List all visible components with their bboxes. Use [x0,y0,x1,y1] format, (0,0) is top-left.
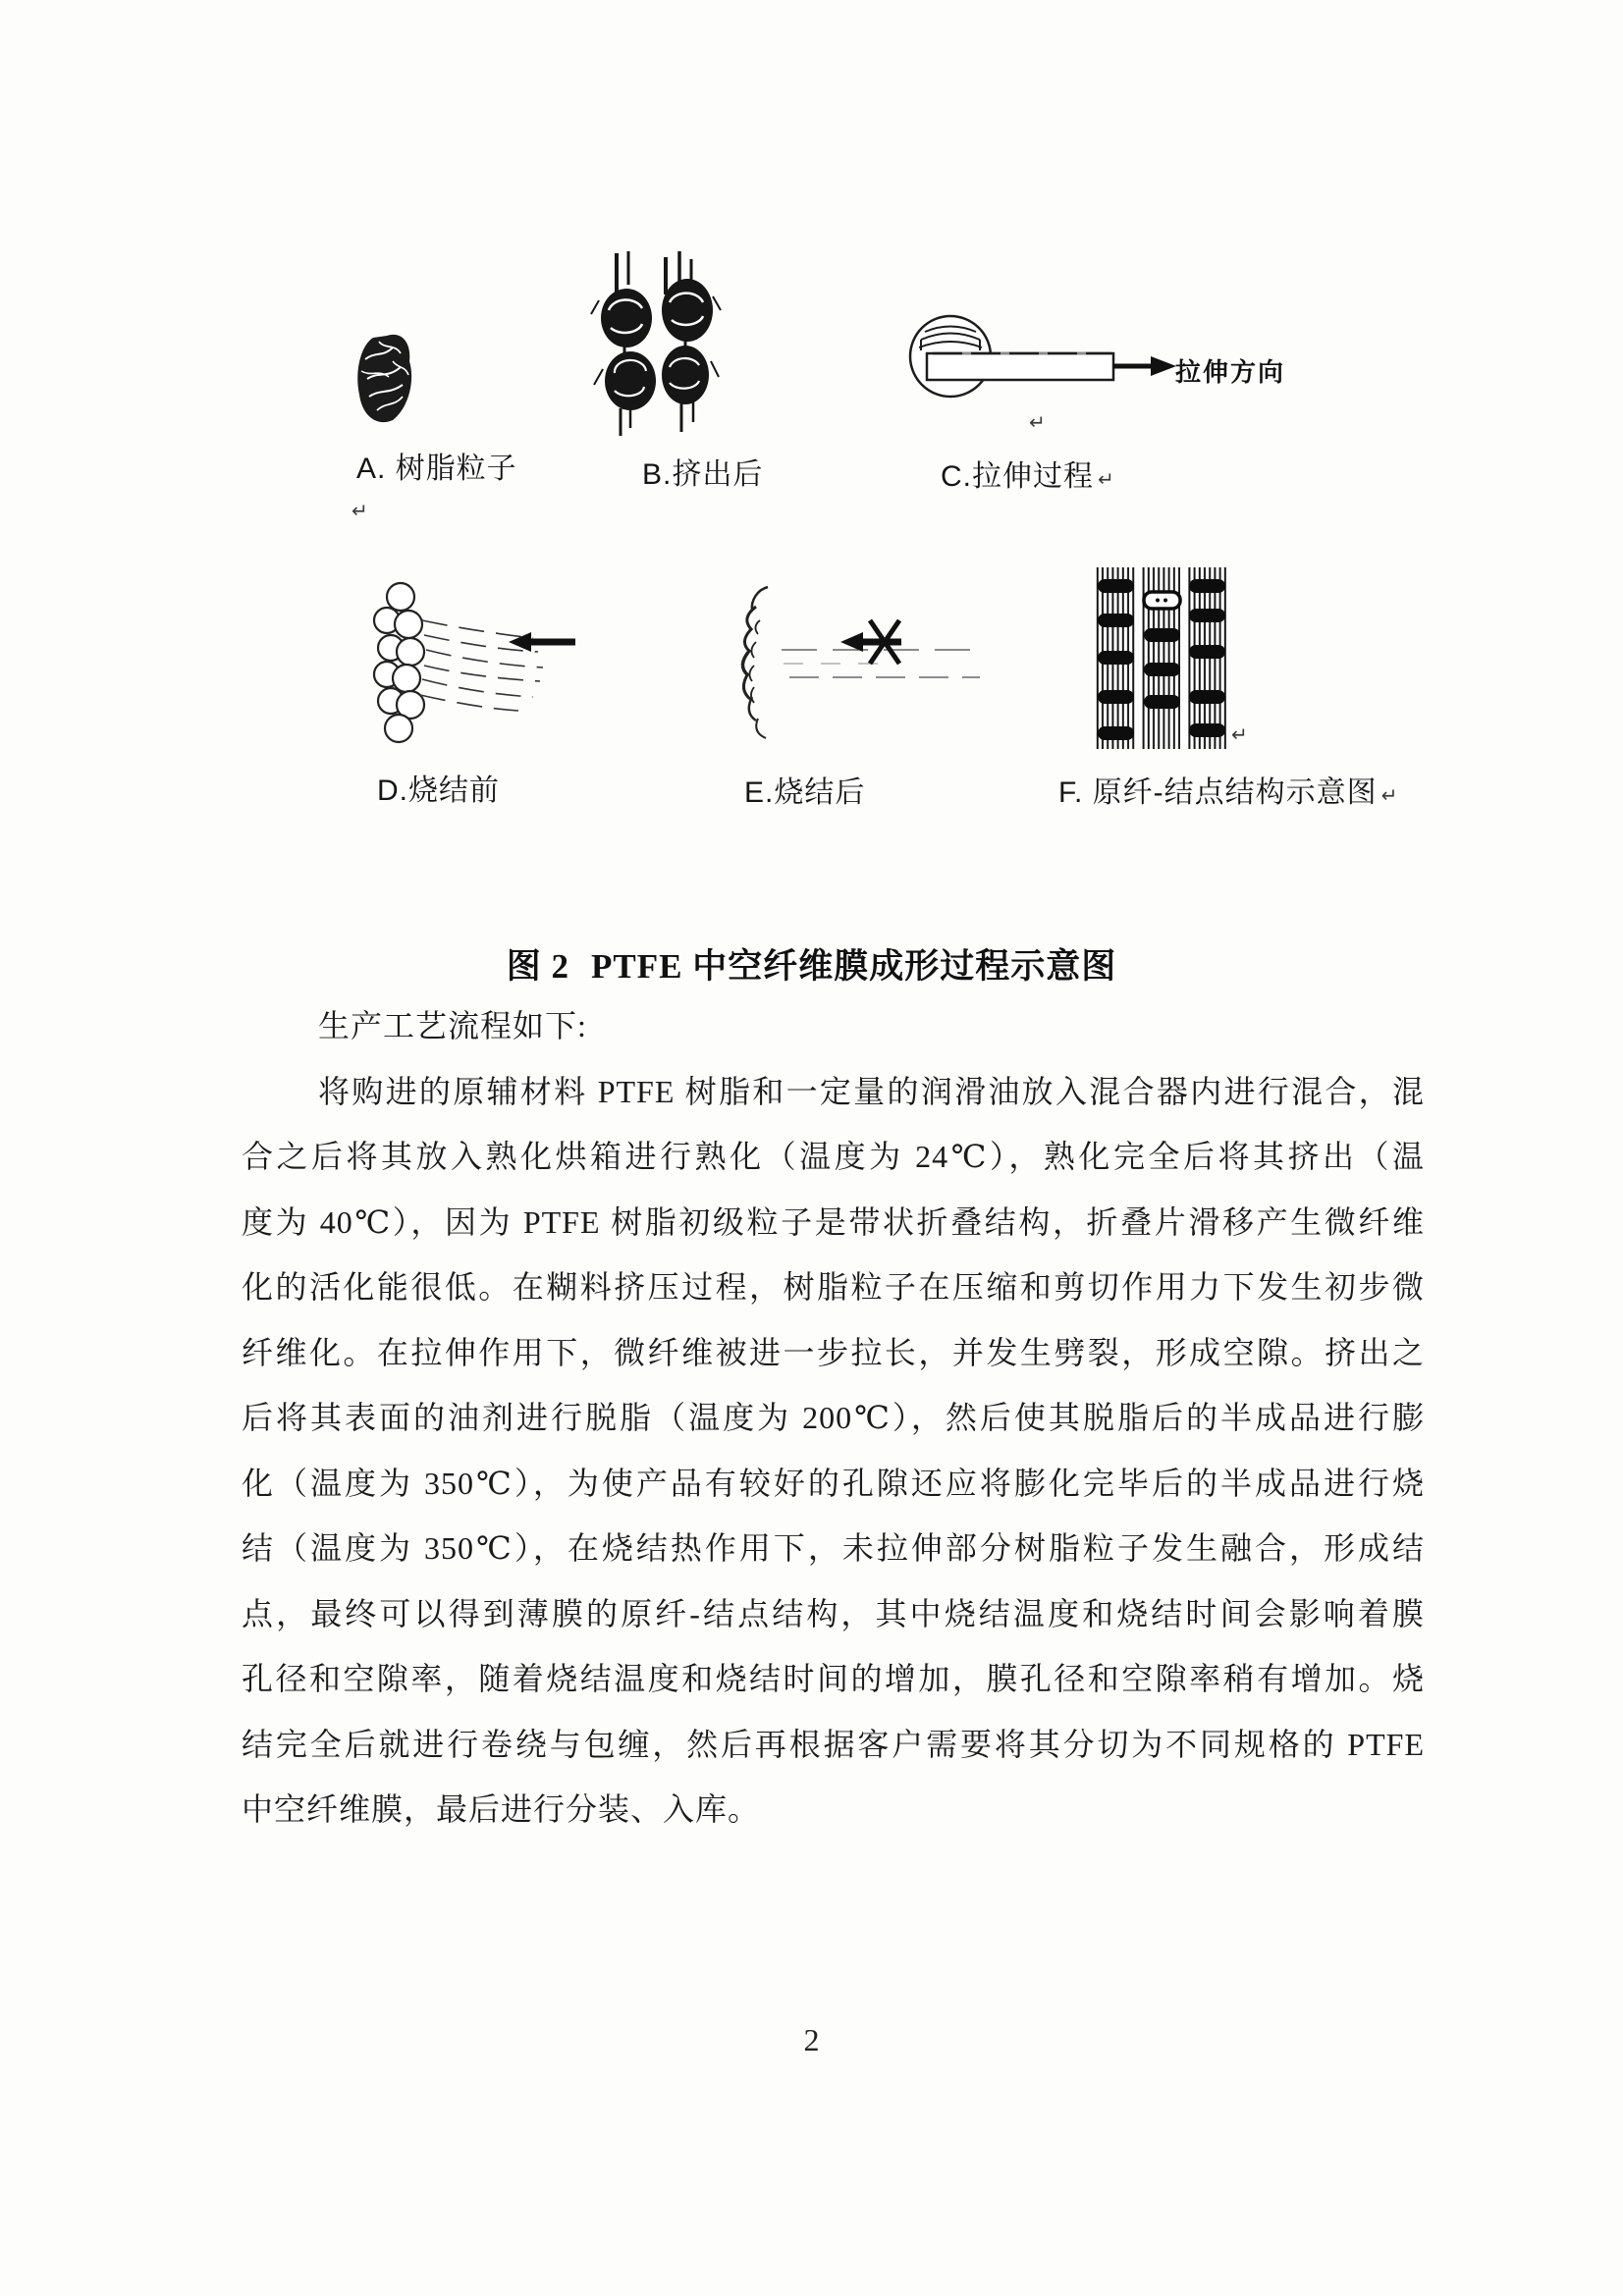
fibril-node-structure-figure [1096,567,1228,749]
body-line: 后将其表面的油剂进行脱脂（温度为 200℃），然后使其脱脂后的半成品进行膨 [242,1400,1425,1435]
body-line: 结完全后就进行卷绕与包缠，然后再根据客户需要将其分切为不同规格的 PTFE [242,1726,1425,1762]
page-number: 2 [803,2022,820,2057]
body-line: 合之后将其放入熟化烘箱进行熟化（温度为 24℃），熟化完全后将其挤出（温 [242,1139,1425,1174]
resin-particle-figure [353,332,422,425]
return-mark: ↵ [352,499,368,522]
panel-d-label: D.烧结前 [377,774,500,807]
panel-c-label [941,452,1115,495]
panel-e-label: E.烧结后 [744,776,866,809]
return-mark: ↵ [1098,467,1115,491]
return-mark: ↵ [1029,410,1046,434]
before-sintering-figure [371,581,597,756]
panel-f-label [1058,768,1398,811]
body-line: 度为 40℃），因为 PTFE 树脂初级粒子是带状折叠结构，折叠片滑移产生微纤维 [242,1203,1425,1240]
body-line: 纤维化。在拉伸作用下，微纤维被进一步拉长，并发生劈裂，形成空隙。挤出之 [242,1334,1425,1370]
body-line: 将购进的原辅材料 PTFE 树脂和一定量的润滑油放入混合器内进行混合，混 [318,1073,1425,1109]
after-sintering-figure [687,581,992,756]
body-line: 点，最终可以得到薄膜的原纤-结点结构，其中烧结温度和烧结时间会影响着膜 [242,1595,1425,1631]
return-mark: ↵ [1380,783,1399,807]
figure-caption [0,939,1623,988]
body-line: 中空纤维膜，最后进行分装、入库。 [242,1791,761,1827]
panel-a-label: A. 树脂粒子 [356,453,517,485]
panel-f-label-text: F. 原纤-结点结构示意图 [1058,776,1378,809]
panel-b-label: B.挤出后 [642,458,764,491]
stretching-process-figure [903,309,1188,407]
after-extrusion-figure [587,251,725,440]
return-mark: ↵ [1231,722,1248,746]
body-line: 孔径和空隙率，随着烧结温度和烧结时间的增加，膜孔径和空隙率稍有增加。烧 [242,1661,1425,1696]
body-line: 生产工艺流程如下: [318,1008,587,1043]
figure-caption-title: PTFE 中空纤维膜成形过程示意图 [591,947,1117,986]
figure-caption-number: 图 2 [506,947,570,986]
body-line: 结（温度为 350℃），在烧结热作用下，未拉伸部分树脂粒子发生融合，形成结 [242,1530,1425,1566]
panel-c-label-text: C.拉伸过程 [941,460,1094,493]
body-line: 化的活化能很低。在糊料挤压过程，树脂粒子在压缩和剪切作用力下发生初步微 [242,1269,1425,1305]
stretch-direction-label: 拉伸方向 [1175,357,1286,387]
body-line: 化（温度为 350℃），为使产品有较好的孔隙还应将膨化完毕后的半成品进行烧 [242,1465,1425,1501]
body-text [242,1003,1425,1852]
